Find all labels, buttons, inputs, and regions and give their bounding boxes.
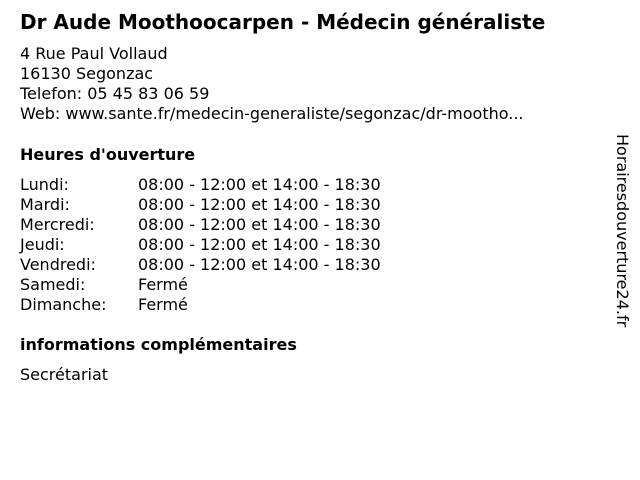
hours-day: Dimanche: bbox=[20, 295, 107, 314]
address-block bbox=[20, 44, 524, 124]
city-address: 16130 Segonzac bbox=[20, 64, 154, 83]
hours-row-sunday bbox=[20, 295, 381, 315]
hours-row-thursday bbox=[20, 235, 381, 255]
hours-time: Fermé bbox=[138, 295, 188, 314]
hours-row-monday bbox=[20, 175, 381, 195]
opening-hours-heading: Heures d'ouverture bbox=[20, 145, 196, 164]
hours-day: Lundi: bbox=[20, 175, 69, 194]
hours-time: Fermé bbox=[138, 275, 188, 294]
hours-day: Samedi: bbox=[20, 275, 86, 294]
opening-hours-list bbox=[20, 175, 381, 315]
hours-row-wednesday bbox=[20, 215, 381, 235]
hours-time: 08:00 - 12:00 et 14:00 - 18:30 bbox=[138, 255, 381, 274]
hours-time: 08:00 - 12:00 et 14:00 - 18:30 bbox=[138, 195, 381, 214]
additional-info-text: Secrétariat bbox=[20, 365, 109, 384]
hours-time: 08:00 - 12:00 et 14:00 - 18:30 bbox=[138, 235, 381, 254]
hours-day: Mardi: bbox=[20, 195, 70, 214]
hours-day: Jeudi: bbox=[20, 235, 65, 254]
brand-watermark: Horairesdouverture24.fr bbox=[613, 134, 632, 328]
hours-day: Mercredi: bbox=[20, 215, 95, 234]
hours-row-friday bbox=[20, 255, 381, 275]
hours-time: 08:00 - 12:00 et 14:00 - 18:30 bbox=[138, 175, 381, 194]
hours-day: Vendredi: bbox=[20, 255, 96, 274]
hours-row-saturday bbox=[20, 275, 381, 295]
hours-row-tuesday bbox=[20, 195, 381, 215]
additional-info-heading: informations complémentaires bbox=[20, 335, 297, 354]
page-title: Dr Aude Moothoocarpen - Médecin généraliste bbox=[20, 10, 546, 34]
website-link[interactable]: Web: www.sante.fr/medecin-generaliste/segonzac/dr-mootho... bbox=[20, 104, 524, 123]
hours-time: 08:00 - 12:00 et 14:00 - 18:30 bbox=[138, 215, 381, 234]
street-address: 4 Rue Paul Vollaud bbox=[20, 44, 168, 63]
phone-number: Telefon: 05 45 83 06 59 bbox=[20, 84, 210, 103]
